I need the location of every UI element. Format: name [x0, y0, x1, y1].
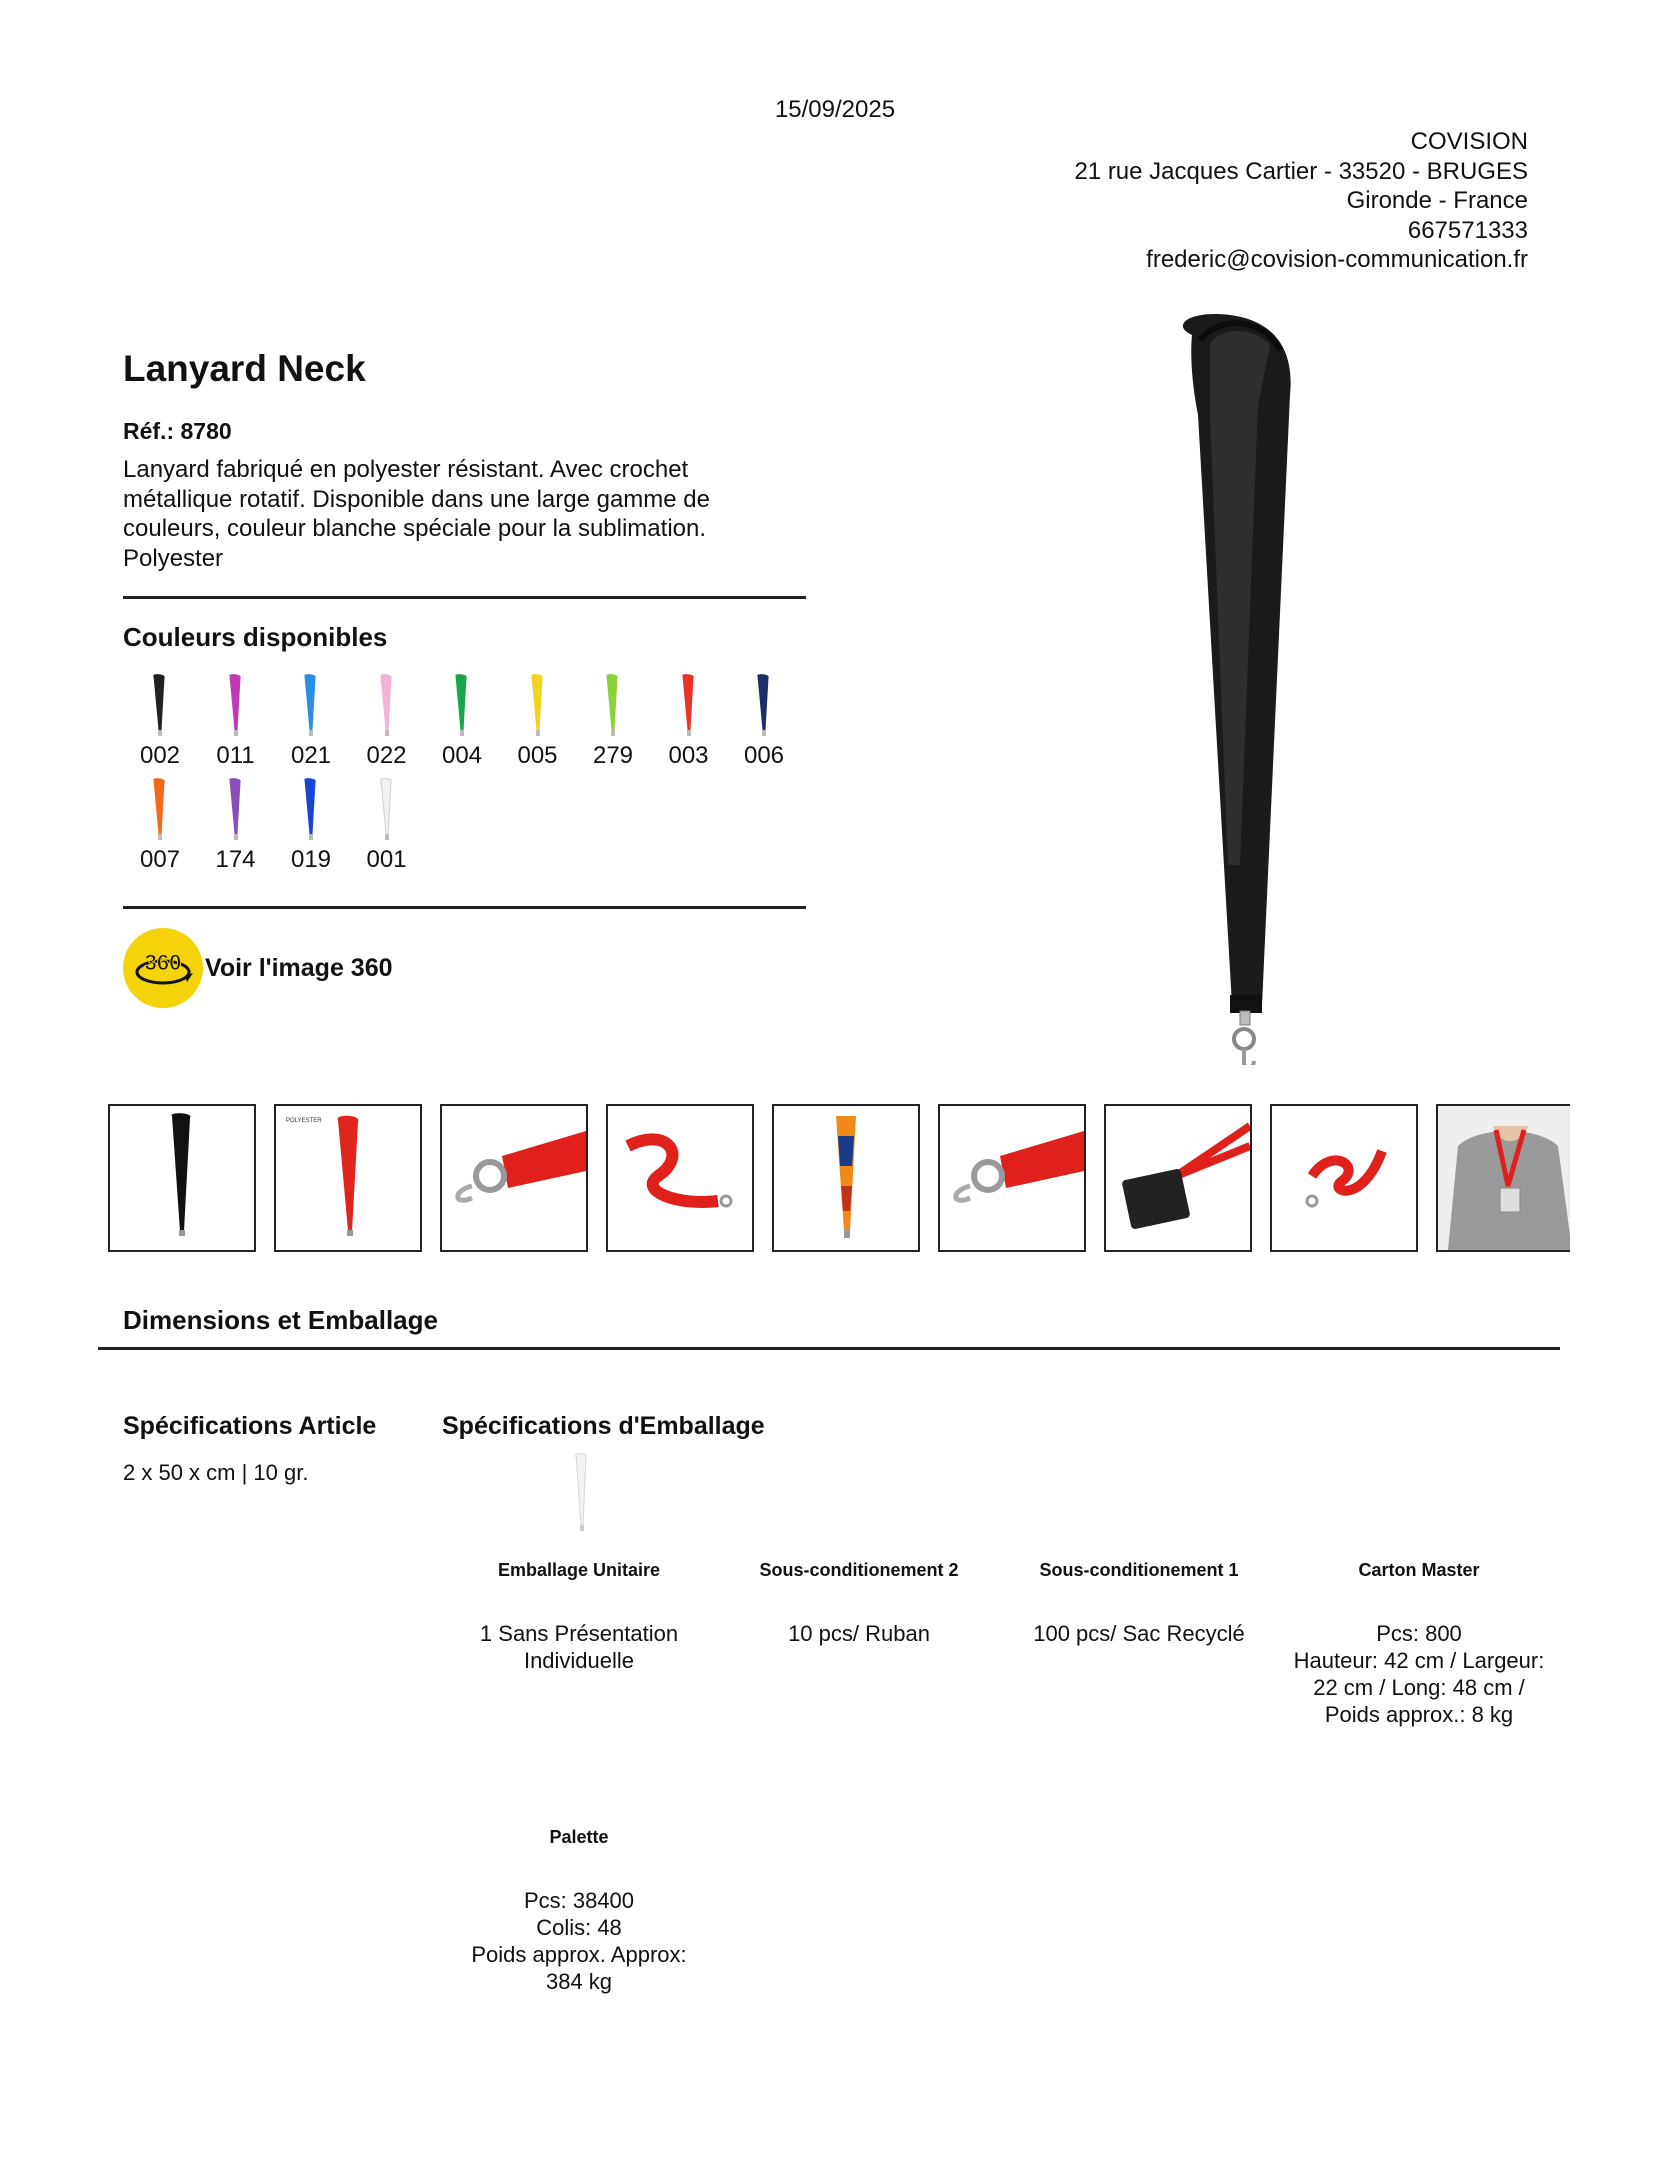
- color-code: 005: [517, 742, 558, 769]
- color-code: 011: [216, 742, 255, 769]
- lanyard-swatch-icon: [452, 674, 472, 738]
- lanyard-swatch-icon: [301, 778, 321, 842]
- pack-title: Carton Master: [1358, 1560, 1480, 1580]
- pack-value: 100 pcs/ Sac Recyclé: [1033, 1621, 1245, 1646]
- view-360-link[interactable]: [123, 928, 393, 1008]
- pack-value: 10 pcs/ Ruban: [788, 1621, 930, 1646]
- dimensions-heading: Dimensions et Emballage: [123, 1305, 438, 1335]
- color-swatch-007[interactable]: [122, 778, 198, 874]
- color-swatch-019[interactable]: [273, 778, 349, 874]
- printed-lanyard-thumb-icon[interactable]: [772, 1104, 920, 1252]
- lanyard-swatch-icon: [603, 674, 623, 738]
- divider: [98, 1347, 1560, 1350]
- pack-sous-cond-2: [724, 1560, 994, 1647]
- company-email[interactable]: frederic@covision-communication.fr: [1146, 246, 1528, 273]
- red-lanyard-bow-thumb-icon[interactable]: [1270, 1104, 1418, 1252]
- red-lanyard-polyester-thumb-icon[interactable]: [274, 1104, 422, 1252]
- pack-value: 1 Sans Présentation Individuelle: [479, 1621, 679, 1673]
- product-description: Lanyard fabriqué en polyester résistant. Avec crochet métallique rotatif. Disponible dans une large gamme de couleurs, couleur blanche spéciale pour la sublimation. Polyester: [123, 456, 711, 572]
- packaging-spec-heading: Spécifications d'Emballage: [442, 1412, 765, 1440]
- lanyard-swatch-icon: [301, 674, 321, 738]
- company-name: COVISION: [1410, 128, 1528, 155]
- company-phone: 667571333: [1407, 216, 1528, 244]
- lanyard-swatch-icon: [150, 778, 170, 842]
- pack-carton-master: [1284, 1560, 1554, 1728]
- color-swatch-004[interactable]: [424, 674, 500, 770]
- color-swatch-022[interactable]: [349, 674, 425, 770]
- white-lanyard-icon: [572, 1453, 592, 1538]
- black-lanyard-thumb-icon[interactable]: [108, 1104, 256, 1252]
- color-code: 022: [366, 742, 407, 769]
- pack-title: Emballage Unitaire: [497, 1560, 661, 1580]
- color-code: 279: [592, 742, 634, 769]
- color-code: 003: [668, 742, 709, 769]
- lanyard-swatch-icon: [754, 674, 774, 738]
- document-date: 15/09/2025: [774, 96, 896, 123]
- colors-heading: Couleurs disponibles: [123, 622, 388, 652]
- pack-palette: [444, 1827, 714, 1995]
- pack-title: Sous-conditionement 1: [1039, 1560, 1239, 1580]
- pack-sous-cond-1: [1004, 1560, 1274, 1647]
- color-swatch-001[interactable]: [349, 778, 425, 874]
- pack-value: Pcs: 800 Hauteur: 42 cm / Largeur: 22 cm / Long: 48 cm / Poids approx.: 8 kg: [1293, 1621, 1545, 1727]
- lanyard-swatch-icon: [226, 674, 246, 738]
- coiled-red-lanyard-thumb-icon[interactable]: [606, 1104, 754, 1252]
- color-code: 001: [366, 846, 407, 873]
- color-code: 019: [290, 846, 332, 873]
- badge-360-text: 360: [144, 950, 182, 975]
- product-title: Lanyard Neck: [123, 348, 366, 389]
- pack-value: Pcs: 38400 Colis: 48 Poids approx. Approx: 384 kg: [471, 1888, 687, 1994]
- color-swatch-002[interactable]: [122, 674, 198, 770]
- color-swatch-279[interactable]: [575, 674, 651, 770]
- lanyard-swatch-icon: [528, 674, 548, 738]
- color-swatch-011[interactable]: [198, 674, 274, 770]
- lanyard-swatch-icon: [679, 674, 699, 738]
- company-address: 21 rue Jacques Cartier - 33520 - BRUGES: [1074, 157, 1528, 185]
- color-swatch-003[interactable]: [651, 674, 727, 770]
- color-swatch-005[interactable]: [500, 674, 576, 770]
- color-code: 174: [215, 846, 256, 873]
- color-code: 004: [441, 742, 483, 769]
- color-code: 002: [139, 742, 181, 769]
- divider: [123, 906, 806, 909]
- pack-title: Sous-conditionement 2: [759, 1560, 959, 1580]
- lanyard-swatch-icon: [150, 674, 170, 738]
- lanyard-swatch-icon: [226, 778, 246, 842]
- view-360-label[interactable]: Voir l'image 360: [205, 953, 393, 982]
- color-code: 006: [743, 742, 785, 769]
- color-swatch-006[interactable]: [726, 674, 802, 770]
- company-block: [1074, 127, 1528, 275]
- color-code: 021: [290, 742, 332, 769]
- lanyard-swatch-icon: [377, 778, 397, 842]
- company-region: Gironde - France: [1346, 187, 1528, 214]
- thumbnail-strip: [108, 1104, 1570, 1254]
- product-ref: Réf.: 8780: [123, 418, 232, 444]
- hook-closeup-thumb-icon[interactable]: [938, 1104, 1086, 1252]
- article-spec-value: 2 x 50 x cm | 10 gr.: [123, 1460, 309, 1485]
- color-swatch-021[interactable]: [273, 674, 349, 770]
- article-spec-heading: Spécifications Article: [123, 1412, 377, 1440]
- color-swatch-174[interactable]: [198, 778, 274, 874]
- thumb-polyester-label: POLYESTER: [286, 1118, 322, 1124]
- hook-closeup-thumb-icon[interactable]: [440, 1104, 588, 1252]
- color-code: 007: [139, 846, 181, 873]
- rotate-360-icon[interactable]: [123, 928, 203, 1008]
- lanyard-card-holder-thumb-icon[interactable]: [1104, 1104, 1252, 1252]
- divider: [123, 596, 806, 599]
- pack-title: Palette: [549, 1827, 609, 1847]
- pack-unitaire: [444, 1560, 714, 1674]
- black-lanyard-icon: [1140, 305, 1320, 1070]
- person-wearing-lanyard-thumb-icon[interactable]: [1436, 1104, 1570, 1252]
- lanyard-swatch-icon: [377, 674, 397, 738]
